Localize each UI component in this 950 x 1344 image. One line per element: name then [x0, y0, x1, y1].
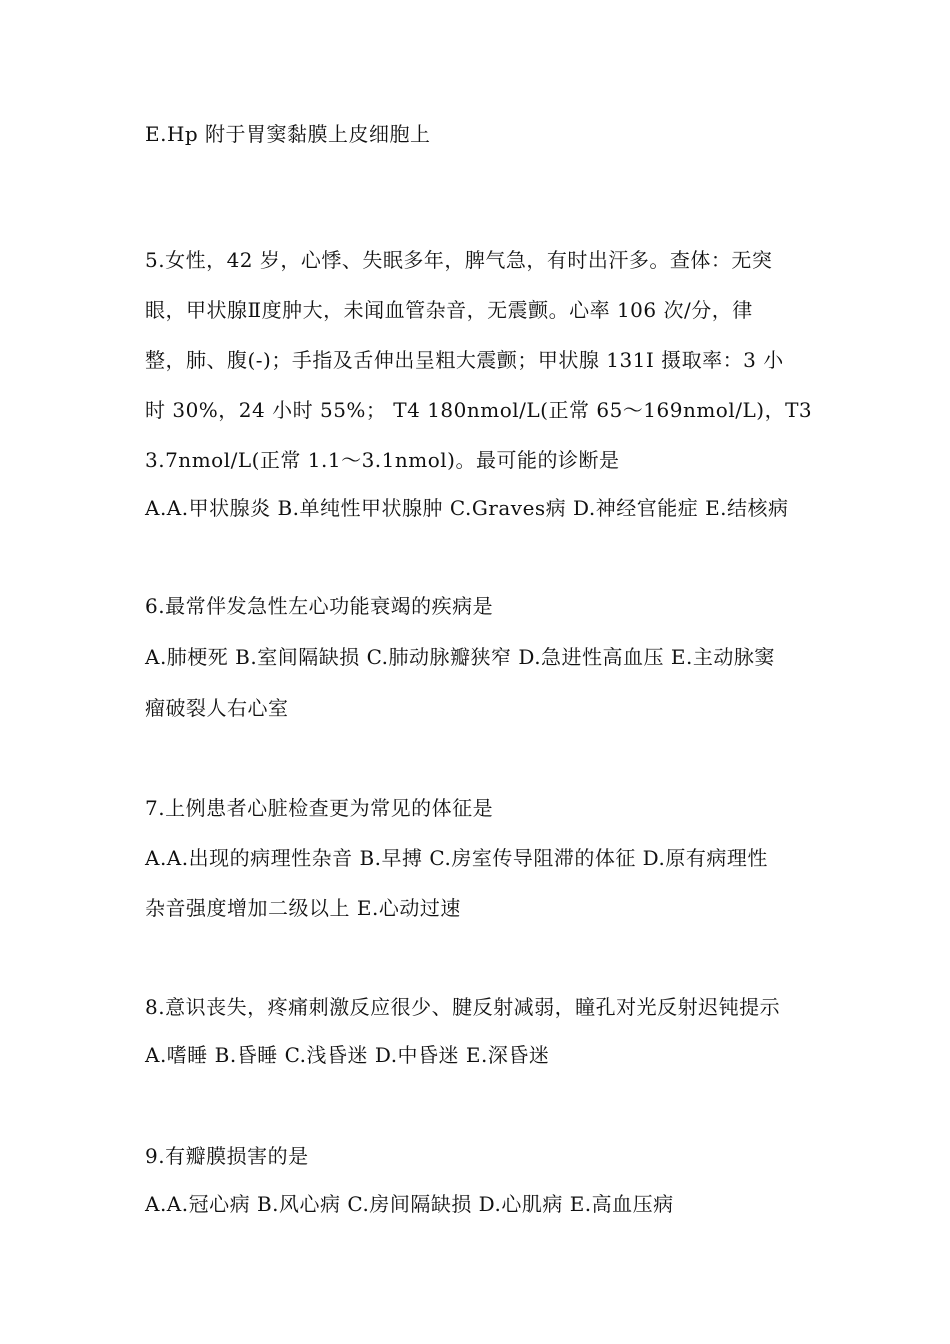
question-6-options-line-1: A.肺梗死 B.室间隔缺损 C.肺动脉瓣狭窄 D.急进性高血压 E.主动脉窦 [145, 645, 775, 669]
question-5-line-1: 5.女性，42 岁，心悸、失眠多年，脾气急，有时出汗多。查体：无突 [145, 248, 773, 272]
question-9-options: A.A.冠心病 B.风心病 C.房间隔缺损 D.心肌病 E.高血压病 [145, 1192, 674, 1216]
question-9-stem: 9.有瓣膜损害的是 [145, 1144, 309, 1168]
question-7-options-line-1: A.A.出现的病理性杂音 B.早搏 C.房室传导阻滞的体征 D.原有病理性 [145, 846, 768, 870]
question-7-stem: 7.上例患者心脏检查更为常见的体征是 [145, 796, 494, 820]
question-5-line-5: 3.7nmol/L(正常 1.1～3.1nmol)。最可能的诊断是 [145, 448, 620, 472]
question-6-options-line-2: 瘤破裂人右心室 [145, 696, 289, 720]
question-8-stem: 8.意识丧失，疼痛刺激反应很少、腱反射减弱，瞳孔对光反射迟钝提示 [145, 995, 781, 1019]
question-8-options: A.嗜睡 B.昏睡 C.浅昏迷 D.中昏迷 E.深昏迷 [145, 1043, 550, 1067]
text-line-option-e: E.Hp 附于胃窦黏膜上皮细胞上 [145, 122, 431, 146]
question-6-stem: 6.最常伴发急性左心功能衰竭的疾病是 [145, 594, 494, 618]
question-5-line-4: 时 30%，24 小时 55%； T4 180nmol/L(正常 65～169nmol/L)，T3 [145, 398, 813, 422]
question-5-line-2: 眼，甲状腺Ⅱ度肿大，未闻血管杂音，无震颤。心率 106 次/分，律 [145, 298, 753, 322]
question-5-options: A.A.甲状腺炎 B.单纯性甲状腺肿 C.Graves病 D.神经官能症 E.结核病 [145, 496, 789, 520]
question-7-options-line-2: 杂音强度增加二级以上 E.心动过速 [145, 896, 461, 920]
question-5-line-3: 整，肺、腹(-)；手指及舌伸出呈粗大震颤；甲状腺 131I 摄取率：3 小 [145, 348, 784, 372]
